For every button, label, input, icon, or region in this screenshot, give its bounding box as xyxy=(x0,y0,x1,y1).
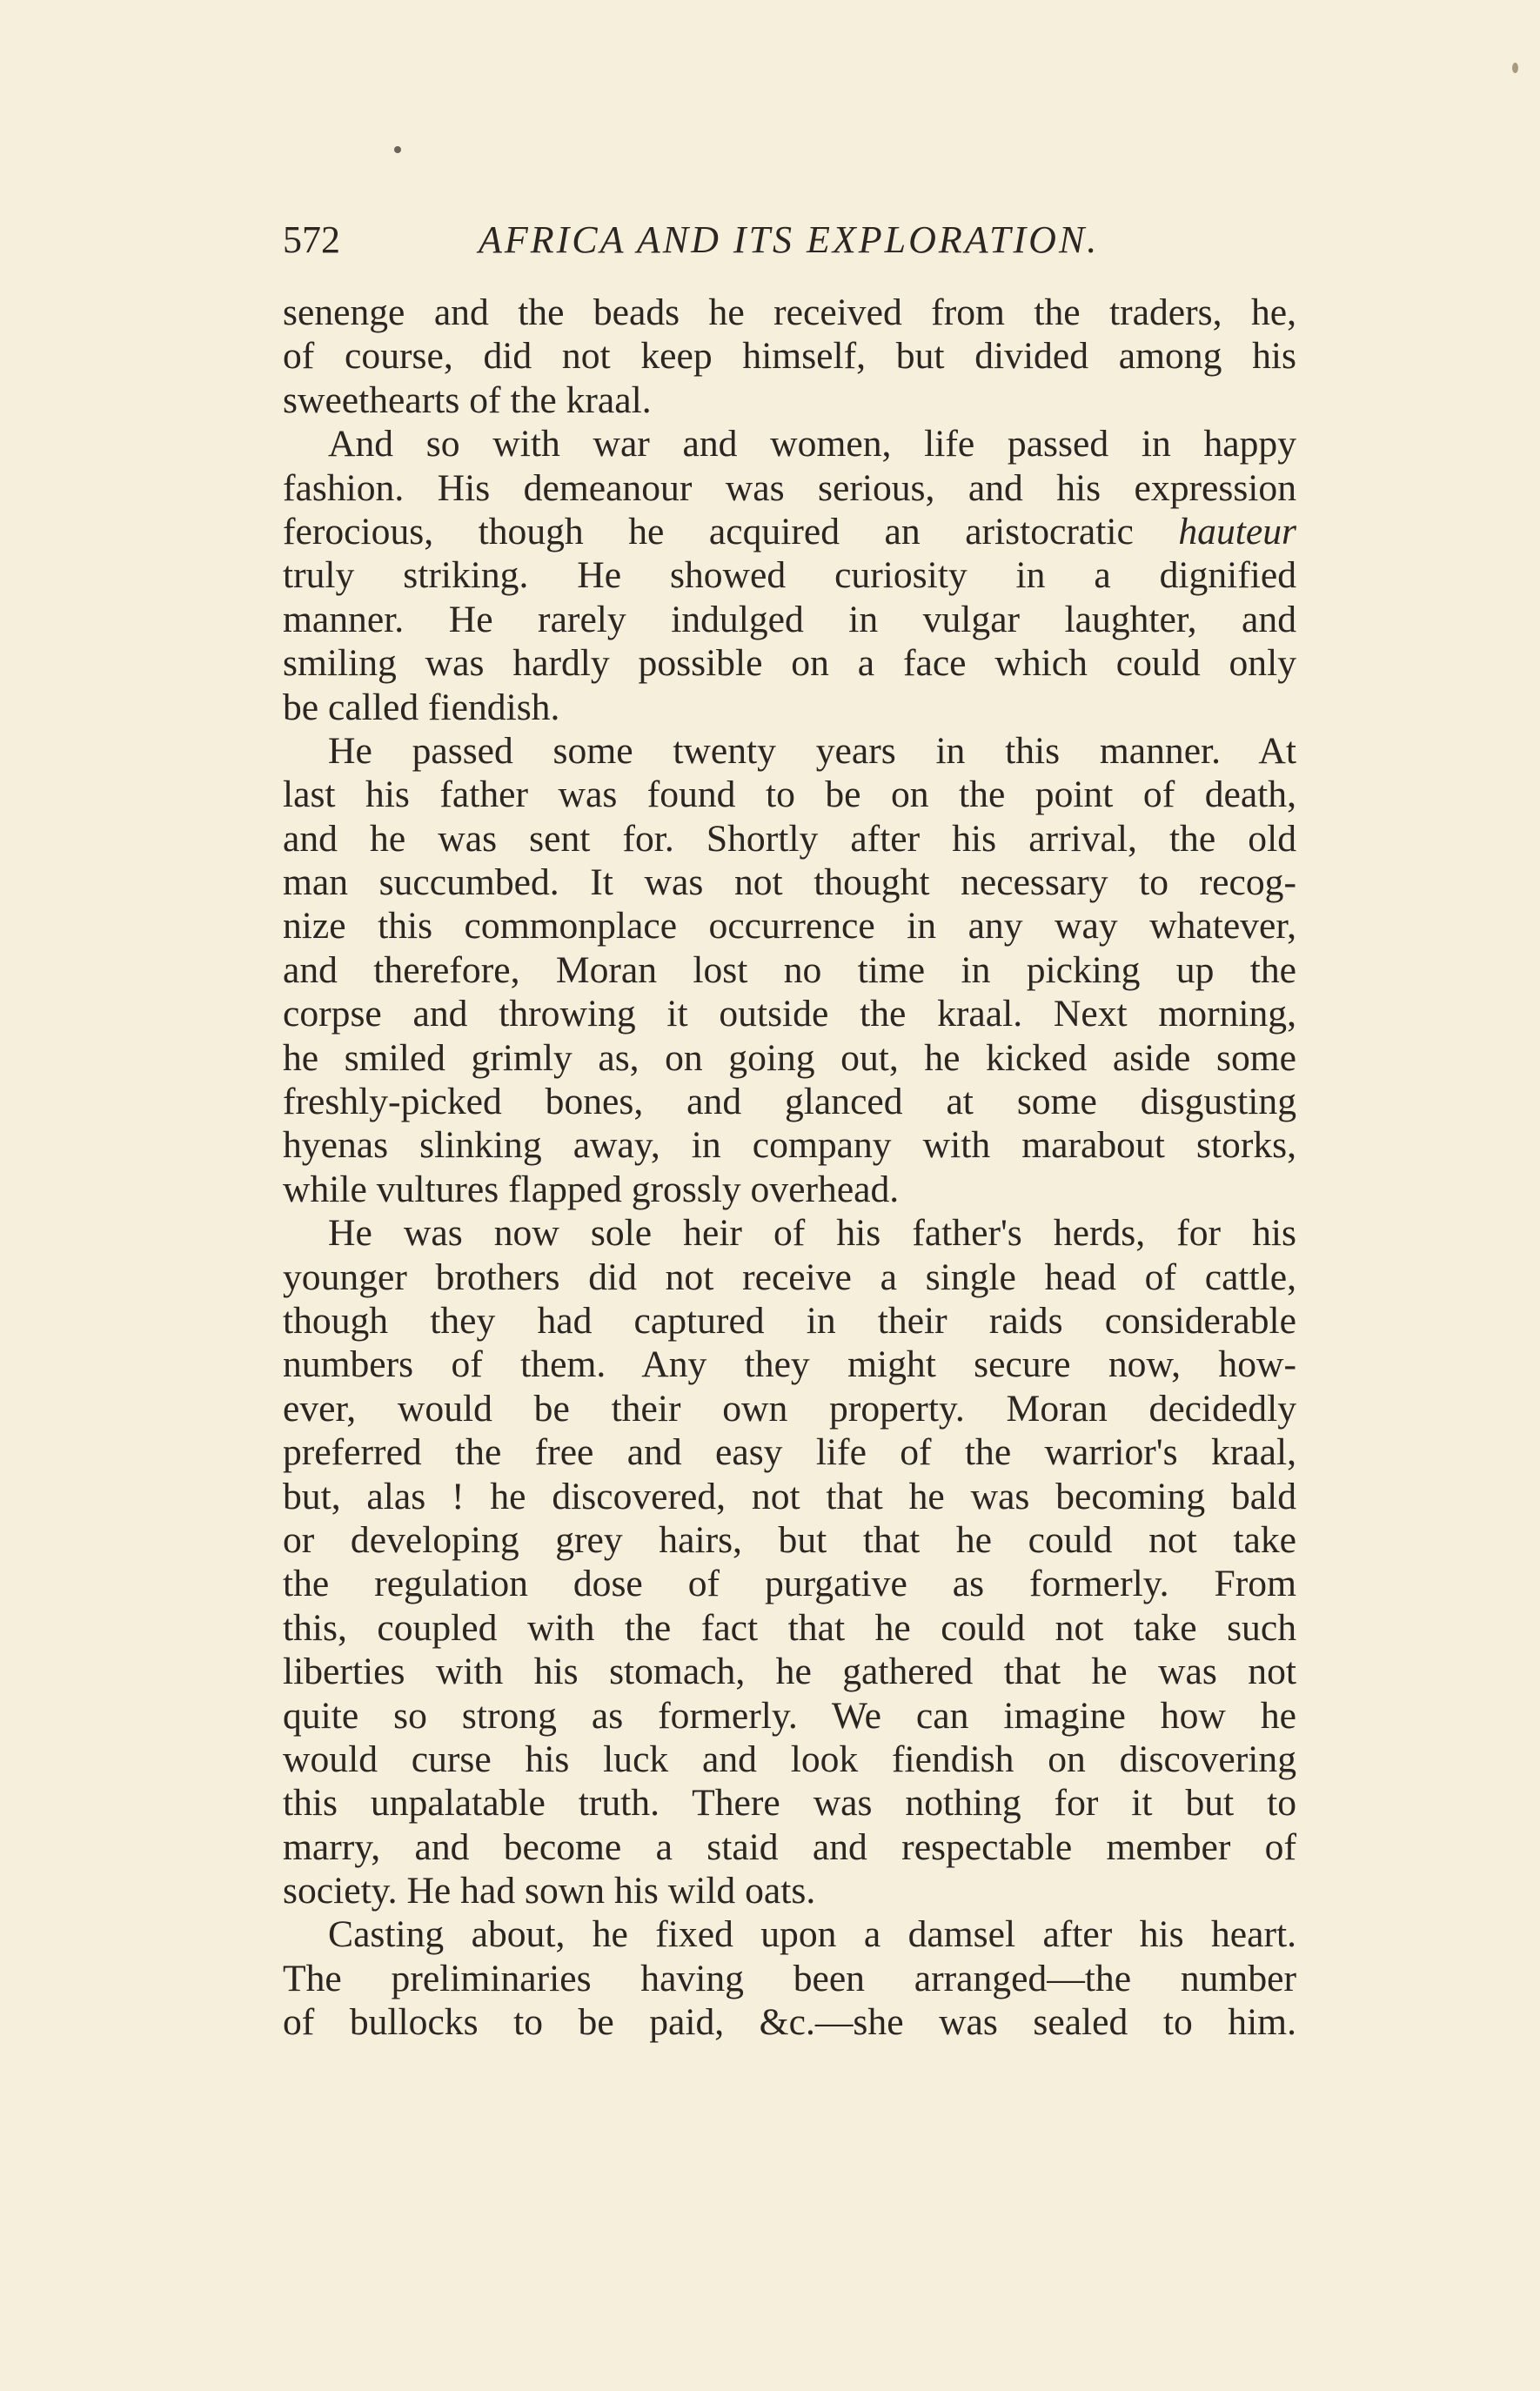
text-line: society. He had sown his wild oats. xyxy=(283,1870,816,1912)
body-text xyxy=(283,291,1296,2045)
text-line: smiling was hardly possible on a face which could only xyxy=(283,642,1296,685)
text-line: manner. He rarely indulged in vulgar laughter, and xyxy=(283,598,1296,640)
text-line: hyenas slinking away, in company with marabout storks, xyxy=(283,1124,1296,1167)
text-line: senenge and the beads he received from the traders, he, xyxy=(283,291,1296,333)
text-line: man succumbed. It was not thought necessary to recog- xyxy=(283,861,1296,904)
text-line: truly striking. He showed curiosity in a dignified xyxy=(283,554,1296,597)
text-line: be called fiendish. xyxy=(283,686,560,728)
text-line: this unpalatable truth. There was nothing for it but to xyxy=(283,1782,1296,1825)
text-line: last his father was found to be on the point of death, xyxy=(283,774,1296,816)
text-line: and therefore, Moran lost no time in picking up the xyxy=(283,948,1296,991)
text-line: The preliminaries having been arranged—the number xyxy=(283,1957,1296,1999)
text-line: he smiled grimly as, on going out, he kicked aside some xyxy=(283,1036,1296,1079)
italic-word: hauteur xyxy=(1178,510,1296,553)
page-number: 572 xyxy=(283,218,340,261)
text-line-part: ferocious, though he acquired an aristocratic xyxy=(283,510,1134,553)
text-line: would curse his luck and look fiendish on discovering xyxy=(283,1738,1296,1780)
running-head xyxy=(283,218,1296,270)
text-line: He was now sole heir of his father's herds, for his xyxy=(328,1212,1296,1255)
ink-speck xyxy=(1512,63,1518,73)
text-line: numbers of them. Any they might secure now, how- xyxy=(283,1343,1296,1386)
text-line: fashion. His demeanour was serious, and his expression xyxy=(283,466,1296,509)
text-line: younger brothers did not receive a single head of cattle, xyxy=(283,1256,1296,1298)
text-line: And so with war and women, life passed in happy xyxy=(328,423,1296,465)
text-line: this, coupled with the fact that he could not take such xyxy=(283,1606,1296,1649)
text-line: of bullocks to be paid, &c.—she was sealed to him. xyxy=(283,2001,1296,2044)
text-line: though they had captured in their raids considerable xyxy=(283,1299,1296,1342)
text-line: sweethearts of the kraal. xyxy=(283,378,652,421)
text-line xyxy=(283,510,1296,553)
text-line: nize this commonplace occurrence in any way whatever, xyxy=(283,905,1296,948)
text-line: preferred the free and easy life of the warrior's kraal, xyxy=(283,1431,1296,1474)
text-line: freshly-picked bones, and glanced at some disgusting xyxy=(283,1081,1296,1123)
text-line: corpse and throwing it outside the kraal. Next morning, xyxy=(283,993,1296,1035)
text-line: and he was sent for. Shortly after his arrival, the old xyxy=(283,817,1296,860)
running-title: AFRICA AND ITS EXPLORATION. xyxy=(479,218,1100,261)
text-line: of course, did not keep himself, but divided among his xyxy=(283,335,1296,378)
text-line: the regulation dose of purgative as formerly. From xyxy=(283,1563,1296,1605)
ink-speck xyxy=(394,146,401,153)
text-line: quite so strong as formerly. We can imagine how he xyxy=(283,1694,1296,1737)
text-line: He passed some twenty years in this manner. At xyxy=(328,729,1296,772)
text-line: or developing grey hairs, but that he could not take xyxy=(283,1518,1296,1561)
text-line: Casting about, he fixed upon a damsel after his heart. xyxy=(328,1913,1296,1956)
text-line: but, alas ! he discovered, not that he was becoming bald xyxy=(283,1475,1296,1517)
text-line: marry, and become a staid and respectable member of xyxy=(283,1825,1296,1868)
text-line: ever, would be their own property. Moran decidedly xyxy=(283,1387,1296,1430)
text-line: while vultures flapped grossly overhead. xyxy=(283,1168,900,1210)
text-line: liberties with his stomach, he gathered that he was not xyxy=(283,1651,1296,1693)
